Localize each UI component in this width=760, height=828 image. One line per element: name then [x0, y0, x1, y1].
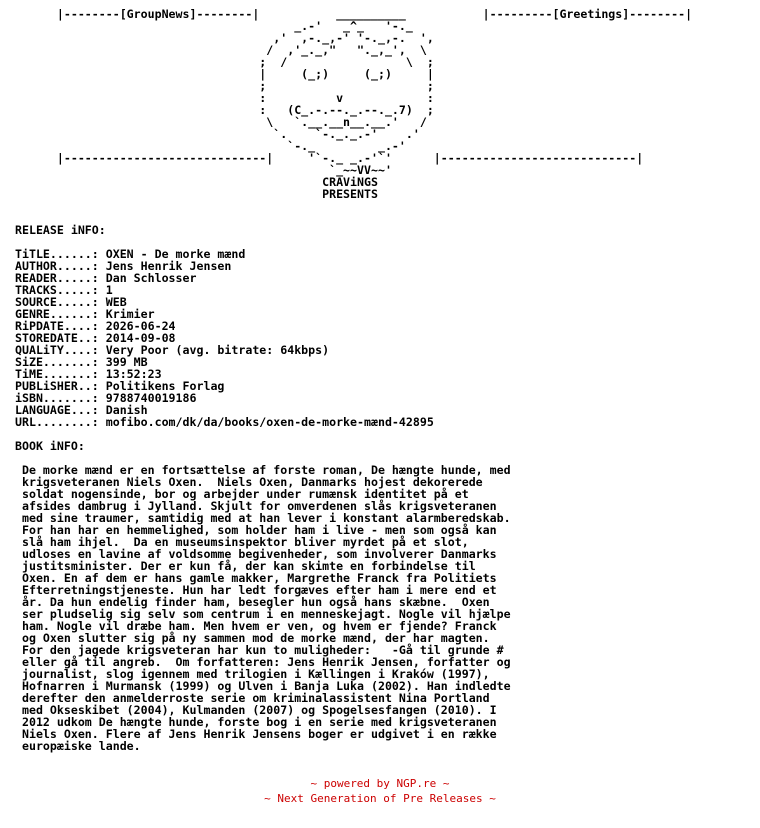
nfo-document	[15, 8, 692, 752]
release-info-heading: RELEASE iNFO:	[15, 223, 106, 237]
book-info-heading: BOOK iNFO:	[15, 439, 85, 453]
footer-powered-by	[0, 776, 760, 791]
book-info-text: De morke mænd er en fortsættelse af forste roman, De hængte hunde, med krigsveteranen Niels Oxen. Niels Oxen, Danmarks hojest dekorerede soldat nogensinde, bor og arbejder under rumænsk identitet på et afsides dambrug i Jylland. Skjult for omverdenen slås krigsveteranen med sine traumer, samtidig med at han lever i konstant alarmberedskab. For han har en hemmelighed, som holder ham i live - men som også kan slå ham ihjel. Da en museumsinspektor bliver myrdet på et slot, udloses en lavine af voldsomme begivenheder, som involverer Danmarks justitsminister. Der er kun få, der kan skimte en forbindelse til Oxen. En af dem er hans gamle makker, Margrethe Franck fra Politiets Efterretningstjeneste. Hun har ledt forgæves efter ham i mere end et år. Da hun endelig finder ham, besegler hun også hans skæbne. Oxen ser pludselig sig selv som centrum i en menneskejagt. Nogle vil hjælpe ham. Nogle vil dræbe ham. Men hvem er ven, og hvem er fjende? Franck og Oxen slutter sig på ny sammen mod de morke mænd, der har magten. For den jagede krigsveteran har kun to muligheder: -Gå til grunde # eller gå til angreb. Om forfatteren: Jens Henrik Jensen, forfatter og journalist, slog igennem med trilogien i Kællingen i Kraków (1997), Hofnarren i Murmansk (1999) og Ulven i Banja Luka (2002). Han indledte derefter den anmelderroste serie om kriminalassistent Nina Portland med Okseskibet (2004), Kulmanden (2007) og Spogelsesfangen (2010). I 2012 udkom De hængte hunde, forste bog i en serie med krigsveteranen Niels Oxen. Flere af Jens Henrik Jensens boger er udgivet i en række europæiske lande.	[21, 463, 511, 753]
release-info-fields: TiTLE......: OXEN - De morke mænd AUTHOR.....: Jens Henrik Jensen READER.....: Dan Schlosser TRACKS.....: 1 SOURCE.....: WEB GENRE......: Krimier RiPDATE....: 2026-06-24 STOREDATE..: 2014-09-08 QUALiTY....: Very Poor (avg. bitrate: 64kbps) SiZE.......: 399 MB TiME.......: 13:52:23 PUBLiSHER..: Politikens Forlag iSBN.......: 9788740019186 LANGUAGE...: Danish URL........: mofibo.com/dk/da/books/oxen-de-morke-mænd-42895	[15, 247, 434, 429]
footer-tagline-text: ~ Next Generation of Pre Releases ~	[264, 792, 496, 805]
footer-tagline	[0, 791, 760, 806]
nfo-header-art: |--------[GroupNews]--------| __________ |---------[Greetings]--------| _.-' _^_ '-._ ,' ,-._,-' '-._,-. ', / ,'_._," "._,_', \ ; / \ ; | (_;) (_;) | ; ; : v : : (C_.-.--._.--._.7) ; \ `.__.__n__.__.' / `. `-._._.-' .' `-._ _.-' |-----------------------------| '`-._ _.-'`' |----------------------------| `_~~VV~~' CRAViNGS PRESENTS	[56, 7, 693, 201]
footer-powered-by-text[interactable]: ~ powered by NGP.re ~	[310, 777, 450, 790]
